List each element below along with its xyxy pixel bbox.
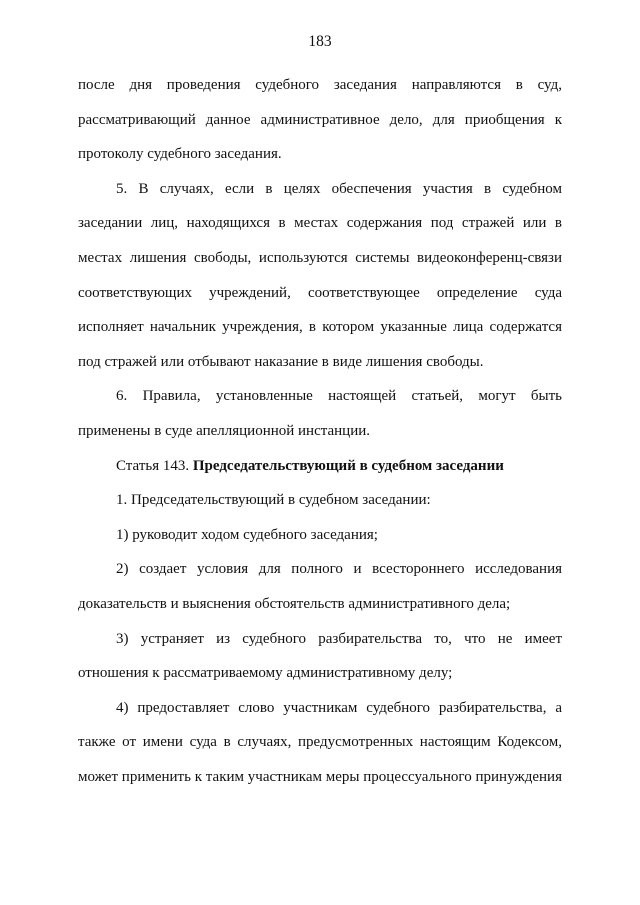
article-title: Председательствующий в судебном заседании: [192, 457, 504, 474]
article-number: Статья 143.: [116, 457, 193, 474]
paragraph-continuation: после дня проведения судебного заседания направляются в суд, рассматривающий данное административное дело, для приобщения к протоколу судебного заседания.: [78, 77, 562, 163]
paragraph-part-1: 1. Председательствующий в судебном заседании:: [116, 492, 431, 509]
paragraph-item-6: 6. Правила, установленные настоящей статьей, могут быть применены в суде апелляционной инстанции.: [78, 388, 562, 439]
list-item-1: 1) руководит ходом судебного заседания;: [116, 526, 378, 543]
page-number: 183: [308, 33, 332, 50]
article-heading: [78, 449, 562, 484]
list-item-2: 2) создает условия для полного и всестороннего исследования доказательств и выяснения обстоятельств административного дела;: [78, 561, 562, 612]
paragraph-item-5: 5. В случаях, если в целях обеспечения участия в судебном заседании лиц, находящихся в местах содержания под стражей или в местах лишения свободы, используются системы видеоконференц-связи соответствующих учреждений, соответствующее определение суда исполняет начальник учреждения, в котором указанные лица содержатся под стражей или отбывают наказание в виде лишения свободы.: [78, 180, 562, 370]
list-item-4: 4) предоставляет слово участникам судебного разбирательства, а также от имени суда в случаях, предусмотренных настоящим Кодексом, может применить к таким участникам меры процессуального принуждения: [78, 699, 562, 785]
list-item-3: 3) устраняет из судебного разбирательства то, что не имеет отношения к рассматриваемому административному делу;: [78, 630, 562, 682]
document-body: [78, 68, 562, 794]
